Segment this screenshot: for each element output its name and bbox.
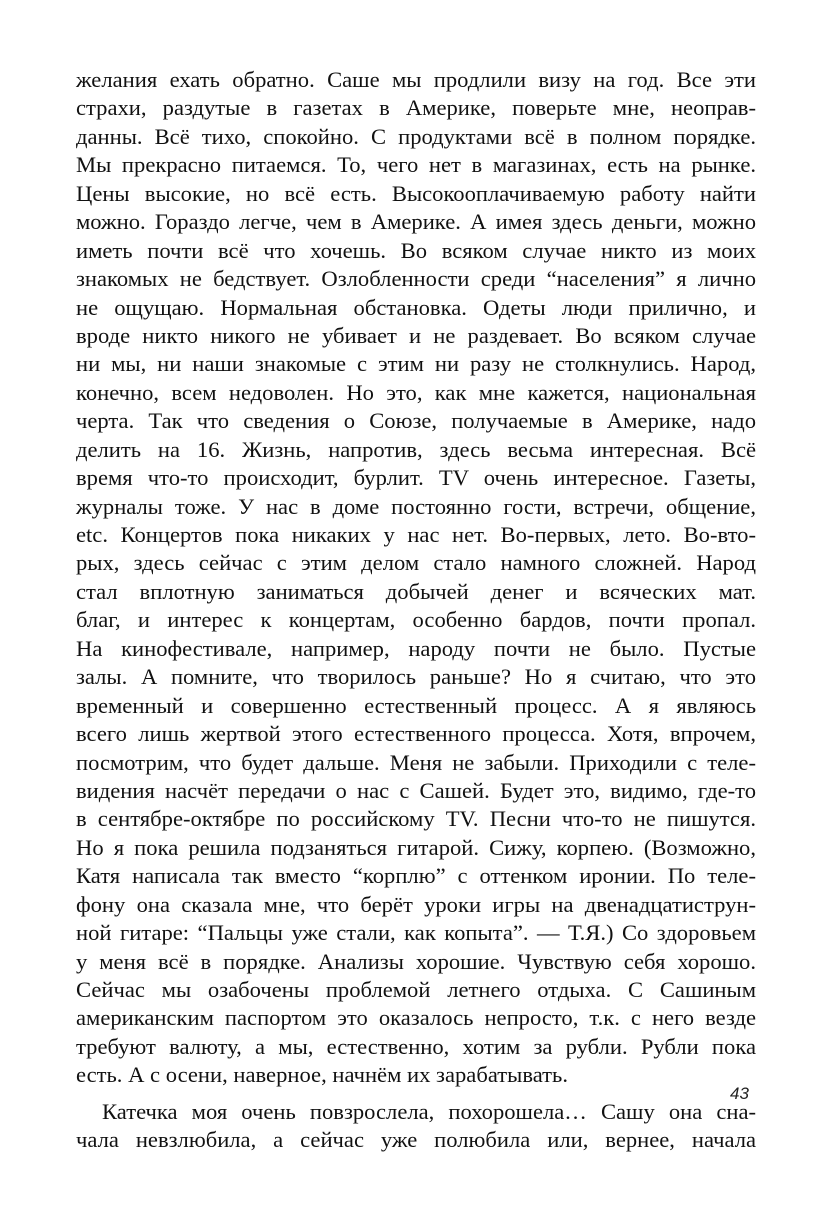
text-line: американским паспортом это оказалось непросто, т.к. с него везде [76, 1005, 756, 1031]
text-line: вроде никто никого не убивает и не раздевает. Во всяком случае [76, 322, 756, 348]
text-line: в сентябре-октябре по российскому TV. Песни что-то не пишутся. [76, 806, 756, 832]
text-line: ни мы, ни наши знакомые с этим ни разу не столкнулись. Народ, [76, 351, 756, 377]
text-line: стал вплотную заниматься добычей денег и всяческих мат. [76, 578, 756, 604]
text-line: конечно, всем недоволен. Но это, как мне кажется, национальная [76, 379, 756, 405]
text-line: чала невзлюбила, а сейчас уже полюбила или, вернее, начала [76, 1127, 756, 1153]
text-line: у меня всё в порядке. Анализы хорошие. Чувствую себя хорошо. [76, 948, 756, 974]
text-line: фону она сказала мне, что берёт уроки игры на двенадцатиструн- [76, 891, 756, 917]
text-line: рых, здесь сейчас с этим делом стало намного сложней. Народ [76, 550, 756, 576]
text-line: есть. А с осени, наверное, начнём их зарабатывать. [76, 1062, 568, 1088]
text-line: Сейчас мы озабочены проблемой летнего отдыха. С Сашиным [76, 977, 756, 1002]
text-line: журналы тоже. У нас в доме постоянно гости, встречи, общение, [76, 493, 756, 519]
text-line: Мы прекрасно питаемся. То, чего нет в магазинах, есть на рынке. [76, 152, 756, 178]
text-line: всего лишь жертвой этого естественного процесса. Хотя, впрочем, [76, 721, 756, 747]
text-line: не ощущаю. Нормальная обстановка. Одеты люди прилично, и [76, 294, 756, 320]
text-line: посмотрим, что будет дальше. Меня не забыли. Приходили с теле- [76, 749, 756, 775]
text-line: залы. А помните, что творилось раньше? Но я считаю, что это [76, 664, 756, 690]
text-line: Катя написала так вместо “корплю” с оттенком иронии. По теле- [76, 863, 756, 889]
paragraph-gap [76, 1090, 756, 1098]
text-line: черта. Так что сведения о Союзе, получаемые в Америке, надо [76, 408, 756, 434]
text-line: знакомых не бедствует. Озлобленности среди “населения” я лично [76, 266, 756, 292]
text-line: страхи, раздутые в газетах в Америке, поверьте мне, неоправ- [76, 95, 756, 121]
text-line: время что-то происходит, бурлит. TV очень интересное. Газеты, [76, 465, 756, 491]
page-number: 43 [730, 1084, 749, 1103]
text-line: На кинофестивале, например, народу почти не было. Пустые [76, 635, 756, 661]
body-text [76, 66, 756, 1155]
text-line: временный и совершенно естественный процесс. А я являюсь [76, 692, 756, 718]
text-line: данны. Всё тихо, спокойно. С продуктами всё в полном порядке. [76, 123, 756, 149]
text-line: Но я пока решила подзаняться гитарой. Сижу, корпею. (Возможно, [76, 834, 756, 860]
text-line: Цены высокие, но всё есть. Высокооплачиваемую работу найти [76, 180, 756, 206]
text-line: видения насчёт передачи о нас с Сашей. Будет это, видимо, где-то [76, 777, 756, 803]
text-line: благ, и интерес к концертам, особенно бардов, почти пропал. [76, 607, 756, 633]
text-line: требуют валюту, а мы, естественно, хотим за рубли. Рубли пока [76, 1033, 756, 1059]
text-line: иметь почти всё что хочешь. Во всяком случае никто из моих [76, 237, 756, 263]
text-line: ной гитаре: “Пальцы уже стали, как копыта”. — Т.Я.) Со здоровьем [76, 920, 756, 946]
text-line: желания ехать обратно. Саше мы продлили визу на год. Все эти [76, 67, 756, 92]
text-line: делить на 16. Жизнь, напротив, здесь весьма интересная. Всё [76, 436, 756, 462]
text-line: Катечка моя очень повзрослела, похорошела… Сашу она сна- [102, 1098, 756, 1124]
text-line: etc. Концертов пока никаких у нас нет. Во-первых, лето. Во-вто- [76, 522, 756, 547]
text-line: можно. Гораздо легче, чем в Америке. А имея здесь деньги, можно [76, 209, 756, 235]
